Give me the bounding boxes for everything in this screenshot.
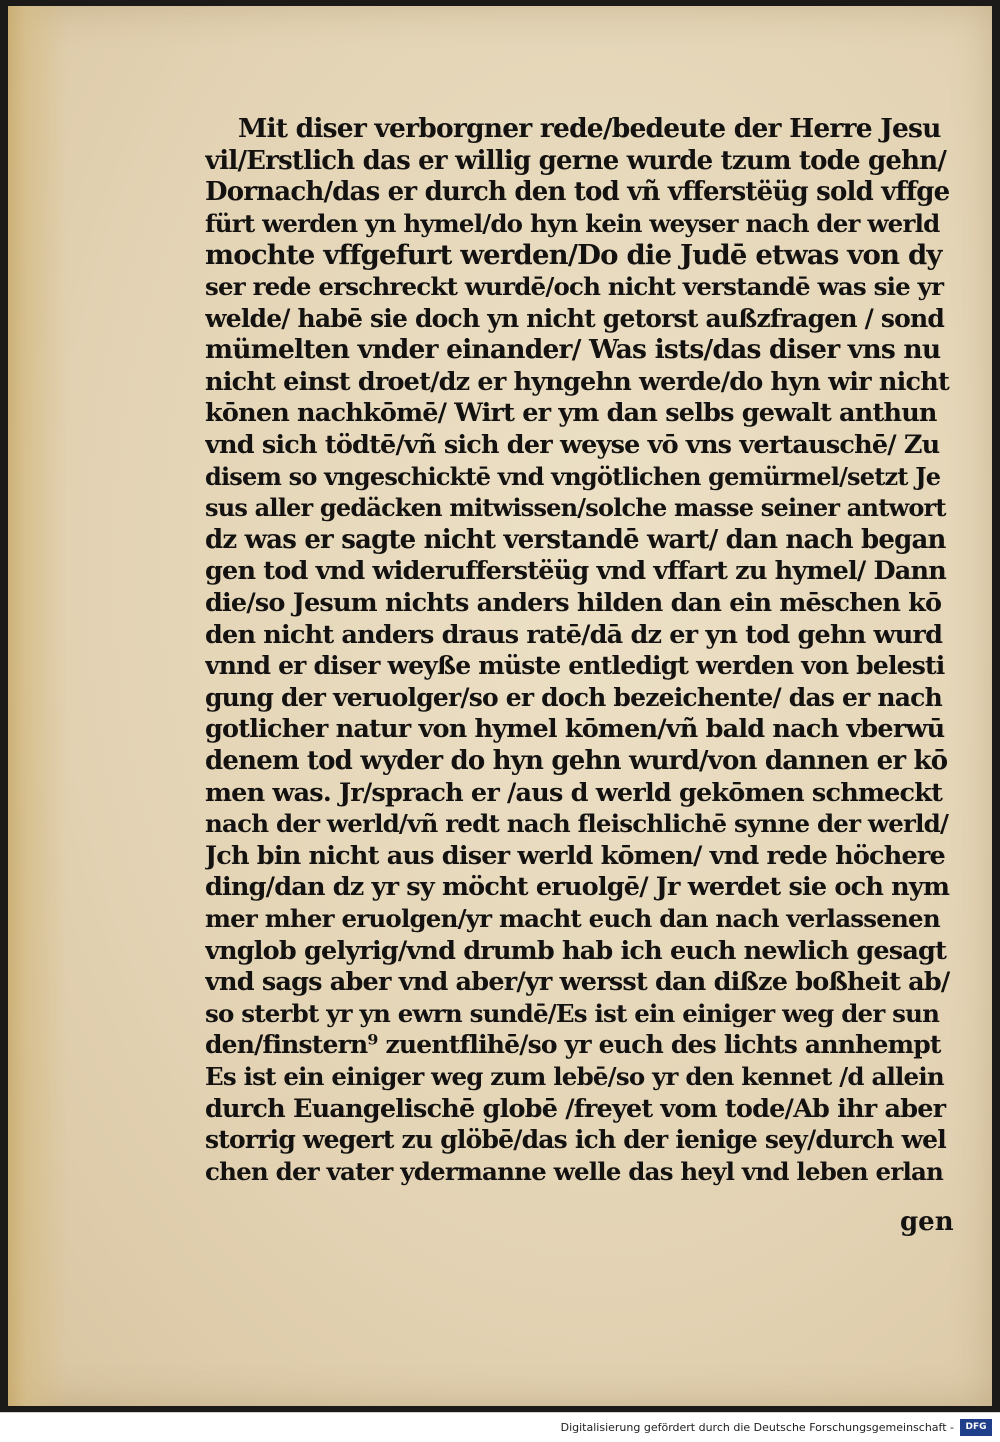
text-line: kōnen nachkōmē/ Wirt er ym dan selbs gewalt anthun	[205, 398, 937, 429]
text-line: Es ist ein einiger weg zum lebē/so yr den kennet /d allein	[205, 1062, 944, 1091]
text-line: disem so vngeschicktē vnd vngötlichen gemürmel/setzt Je	[205, 461, 941, 491]
text-line: storrig wegert zu glöbē/das ich der ienige sey/durch wel	[205, 1125, 946, 1155]
text-line: denem tod wyder do hyn gehn wurd/von dannen er kō	[205, 746, 948, 776]
text-line: chen der vater ydermanne welle das heyl vnd leben erlan	[205, 1156, 944, 1186]
text-line: nicht einst droet/dz er hyngehn werde/do hyn wir nicht	[205, 366, 949, 397]
funding-note: Digitalisierung gefördert durch die Deutsche Forschungsgemeinschaft -	[560, 1421, 954, 1434]
text-line: dz was er sagte nicht verstandē wart/ dan nach began	[205, 524, 946, 555]
text-line: gotlicher natur von hymel kōmen/vñ bald nach vberwū	[205, 714, 945, 745]
text-line: gen tod vnd widerufferstëüg vnd vffart zu hymel/ Dann	[205, 556, 946, 587]
text-line: ser rede erschreckt wurdē/och nicht verstandē was sie yr	[205, 272, 944, 301]
page-text-block	[0, 110, 1000, 1260]
text-line: die/so Jesum nichts anders hilden dan ein mēschen kō	[205, 588, 942, 618]
text-line: so sterbt yr yn ewrn sundē/Es ist ein einiger weg der sun	[205, 998, 940, 1028]
text-line: vnnd er diser weyße müste entledigt werden von belesti	[205, 651, 945, 681]
text-line: Dornach/das er durch den tod vñ vfferstëüg sold vffge	[205, 177, 950, 208]
text-line: mer mher eruolgen/yr macht euch dan nach verlassenen	[205, 904, 940, 933]
text-line: men was. Jr/sprach er /aus d werld gekōmen schmeckt	[205, 777, 943, 808]
text-line: fürt werden yn hymel/do hyn kein weyser nach der werld	[205, 208, 940, 238]
text-line: mümelten vnder einander/ Was ists/das diser vns nu	[205, 334, 941, 366]
text-line: vnd sags aber vnd aber/yr wersst dan dißze boßheit ab/	[205, 967, 950, 998]
text-line: gung der veruolger/so er doch bezeichente/ das er nach	[205, 682, 942, 712]
text-line: welde/ habē sie doch yn nicht getorst außzfragen / sond	[205, 303, 945, 333]
text-line: vil/Erstlich das er willig gerne wurde tzum tode gehn/	[205, 145, 947, 176]
text-line: vnd sich tödtē/vñ sich der weyse vō vns vertauschē/ Zu	[205, 430, 940, 460]
text-line: Mit diser verborgner rede/bedeute der Herre Jesu	[238, 113, 941, 144]
text-line: vnglob gelyrig/vnd drumb hab ich euch newlich gesagt	[205, 935, 947, 966]
text-line: nach der werld/vñ redt nach fleischlichē synne der werld/	[205, 809, 949, 839]
footer-bar	[0, 1412, 1000, 1442]
text-line: Jch bin nicht aus diser werld kōmen/ vnd rede höchere	[205, 840, 945, 871]
catchword: gen	[900, 1207, 954, 1237]
text-line: ding/dan dz yr sy möcht eruolgē/ Jr werdet sie och nym	[205, 872, 950, 903]
text-line: den/finstern⁹ zuentflihē/so yr euch des lichts annhempt	[205, 1030, 941, 1060]
text-line: durch Euangelischē globē /freyet vom tode/Ab ihr aber	[205, 1093, 946, 1124]
text-line: den nicht anders draus ratē/dā dz er yn tod gehn wurd	[205, 619, 943, 650]
dfg-logo: DFG	[960, 1419, 992, 1436]
text-line: sus aller gedäcken mitwissen/solche masse seiner antwort	[205, 493, 946, 523]
text-line: mochte vffgefurt werden/Do die Judē etwas von dy	[205, 239, 942, 272]
